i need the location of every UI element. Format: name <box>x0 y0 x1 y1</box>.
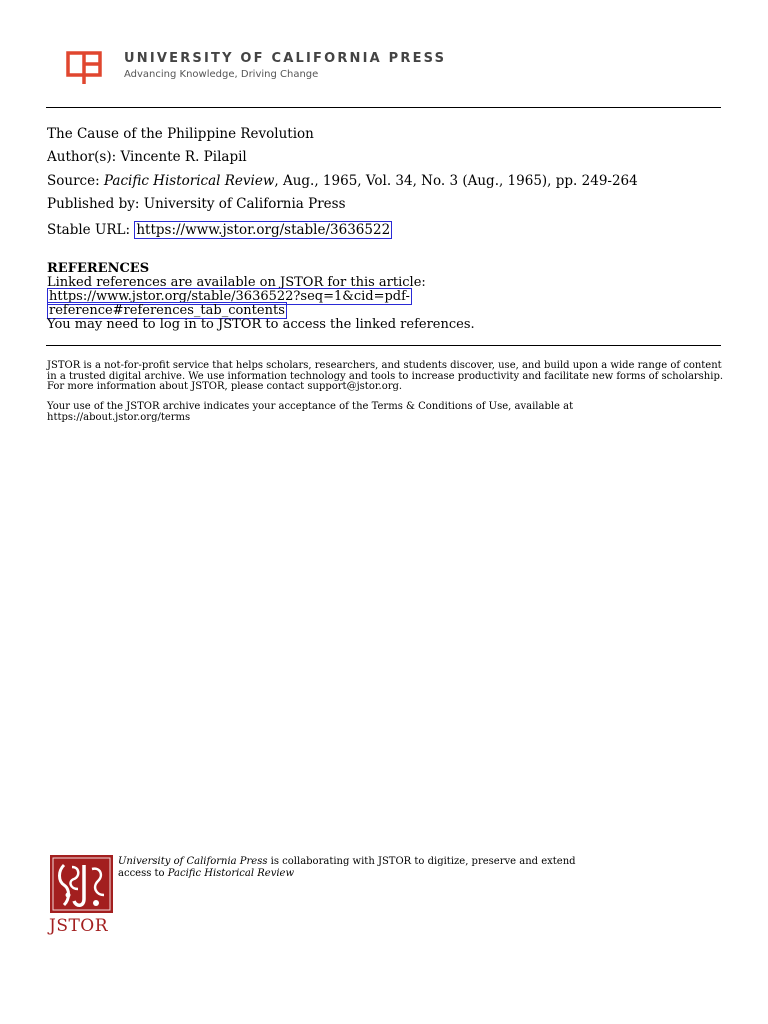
collab-publisher: University of California Press <box>118 856 268 867</box>
source-journal: Pacific Historical Review <box>103 173 275 189</box>
stable-url-link[interactable]: https://www.jstor.org/stable/3636522 <box>136 222 391 238</box>
references-divider <box>46 345 721 346</box>
references-link-part2[interactable]: reference#references_tab_contents <box>49 303 285 318</box>
author-name: Vincente R. Pilapil <box>120 149 247 165</box>
collab-journal: Pacific Historical Review <box>167 867 295 879</box>
publisher-label: Published by: <box>47 196 140 212</box>
references-login-note: You may need to log in to JSTOR to access the linked references. <box>47 317 475 332</box>
collab-line2 <box>118 868 576 880</box>
stable-url-label: Stable URL: <box>47 222 131 238</box>
press-tagline: Advancing Knowledge, Driving Change <box>124 69 319 80</box>
references-link-line2[interactable] <box>47 304 287 318</box>
terms-notice <box>47 402 727 423</box>
author-label: Author(s): <box>47 149 117 165</box>
jstor-notice-paragraph: JSTOR is a not-for-profit service that helps scholars, researchers, and students discover, use, and build upon a wide range of content in a trusted digital archive. We use information technology and tools to increase productivity and facilitate new forms of scholarship. For more information about JSTOR, please contact support@jstor.org. <box>47 360 724 392</box>
stable-url-line <box>47 222 392 239</box>
ucp-book-logo-icon <box>66 51 102 85</box>
jstor-wordmark: JSTOR <box>49 916 109 936</box>
publisher-line <box>47 196 346 213</box>
terms-url[interactable]: https://about.jstor.org/terms <box>47 411 191 423</box>
collab-line1 <box>118 856 576 868</box>
collaboration-statement <box>118 856 576 879</box>
references-intro: Linked references are available on JSTOR for this article: <box>47 275 426 290</box>
source-details: , Aug., 1965, Vol. 34, No. 3 (Aug., 1965), pp. 249-264 <box>274 173 638 189</box>
collab-text: is collaborating with JSTOR to digitize, preserve and extend <box>267 856 576 867</box>
references-link-part1[interactable]: https://www.jstor.org/stable/3636522?seq=1&cid=pdf- <box>49 289 410 304</box>
jstor-seal-logo-icon <box>50 855 113 913</box>
header-divider <box>46 107 721 108</box>
author-line <box>47 149 247 166</box>
terms-notice-text: Your use of the JSTOR archive indicates your acceptance of the Terms & Conditions of Use, available at <box>47 401 574 412</box>
source-label: Source: <box>47 173 100 189</box>
references-heading: REFERENCES <box>47 261 150 276</box>
source-line <box>47 173 638 190</box>
article-title: The Cause of the Philippine Revolution <box>47 126 314 142</box>
publisher-name: University of California Press <box>143 196 346 212</box>
press-name: UNIVERSITY OF CALIFORNIA PRESS <box>124 51 447 66</box>
collab-access-prefix: access to <box>118 867 168 879</box>
